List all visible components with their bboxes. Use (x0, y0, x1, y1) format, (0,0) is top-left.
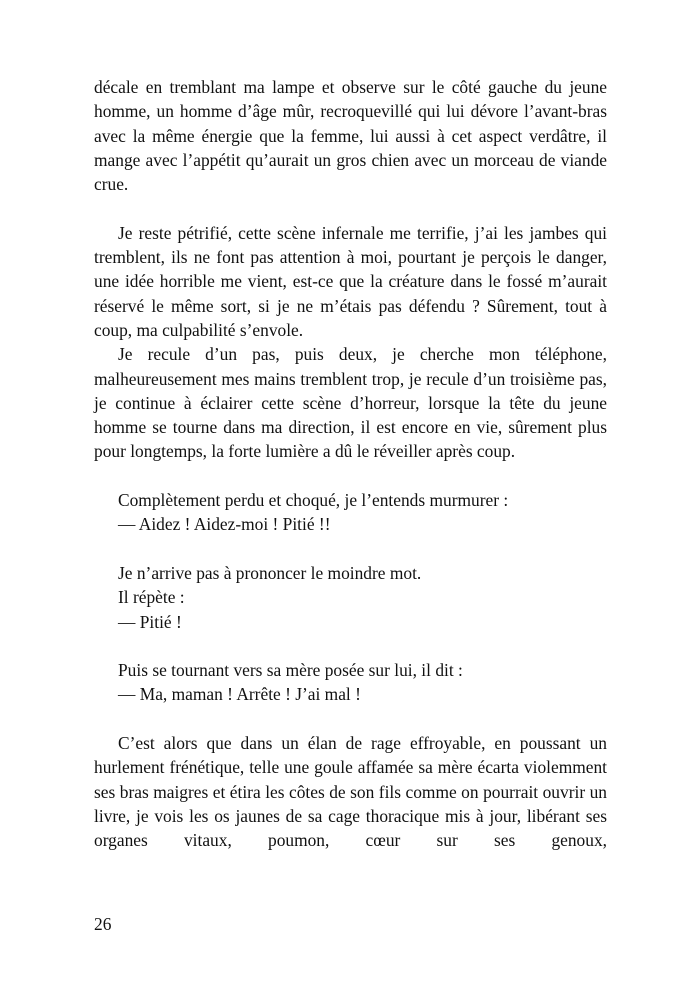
paragraph-rage: C’est alors que dans un élan de rage effroyable, en poussant un hurlement frénétique, telle une goule affamée sa mère écarta violemment ses bras maigres et étira les côtes de son fils comme on pourrait ouvrir un livre, je vois les os jaunes de sa cage thoracique mis à jour, libérant ses organes vitaux, poumon, cœur sur ses genoux, (94, 733, 607, 851)
dialogue-pity: — Pitié ! (118, 611, 182, 632)
dialogue-help: — Aidez ! Aidez-moi ! Pitié !! (118, 514, 331, 535)
dialogue-mom: — Ma, maman ! Arrête ! J’ai mal ! (118, 684, 361, 705)
page-body (94, 75, 607, 853)
paragraph-petrified: Je reste pétrifié, cette scène infernale me terrifie, j’ai les jambes qui tremblent, ils ne font pas attention à moi, pourtant je perçois le danger, une idée horrible me vient, est-ce que la créature dans le fossé m’aurait réservé le même sort, si je ne m’étais pas défendu ? Sûrement, tout à coup, ma culpabilité s’envole. (94, 222, 607, 340)
line-murmur: Complètement perdu et choqué, je l’entends murmurer : (118, 490, 509, 511)
line-repeats: Il répète : (118, 587, 185, 608)
page-number: 26 (94, 914, 112, 934)
paragraph-continuation: décale en tremblant ma lampe et observe sur le côté gauche du jeune homme, un homme d’âge mûr, recroquevillé qui lui dévore l’avant-bras avec la même énergie que la femme, lui aussi à cet aspect verdâtre, il mange avec l’appétit qu’aurait un gros chien avec un morceau de viande crue. (94, 77, 607, 195)
line-no-word: Je n’arrive pas à prononcer le moindre mot. (118, 562, 422, 583)
paragraph-step-back: Je recule d’un pas, puis deux, je cherche mon téléphone, malheureusement mes mains tremblent trop, je recule d’un troisième pas, je continue à éclairer cette scène d’horreur, lorsque la tête du jeune homme se tourne dans ma direction, il est encore en vie, sûrement plus pour longtemps, la forte lumière a dû le réveiller après coup. (94, 344, 607, 462)
line-turning: Puis se tournant vers sa mère posée sur lui, il dit : (118, 660, 463, 681)
